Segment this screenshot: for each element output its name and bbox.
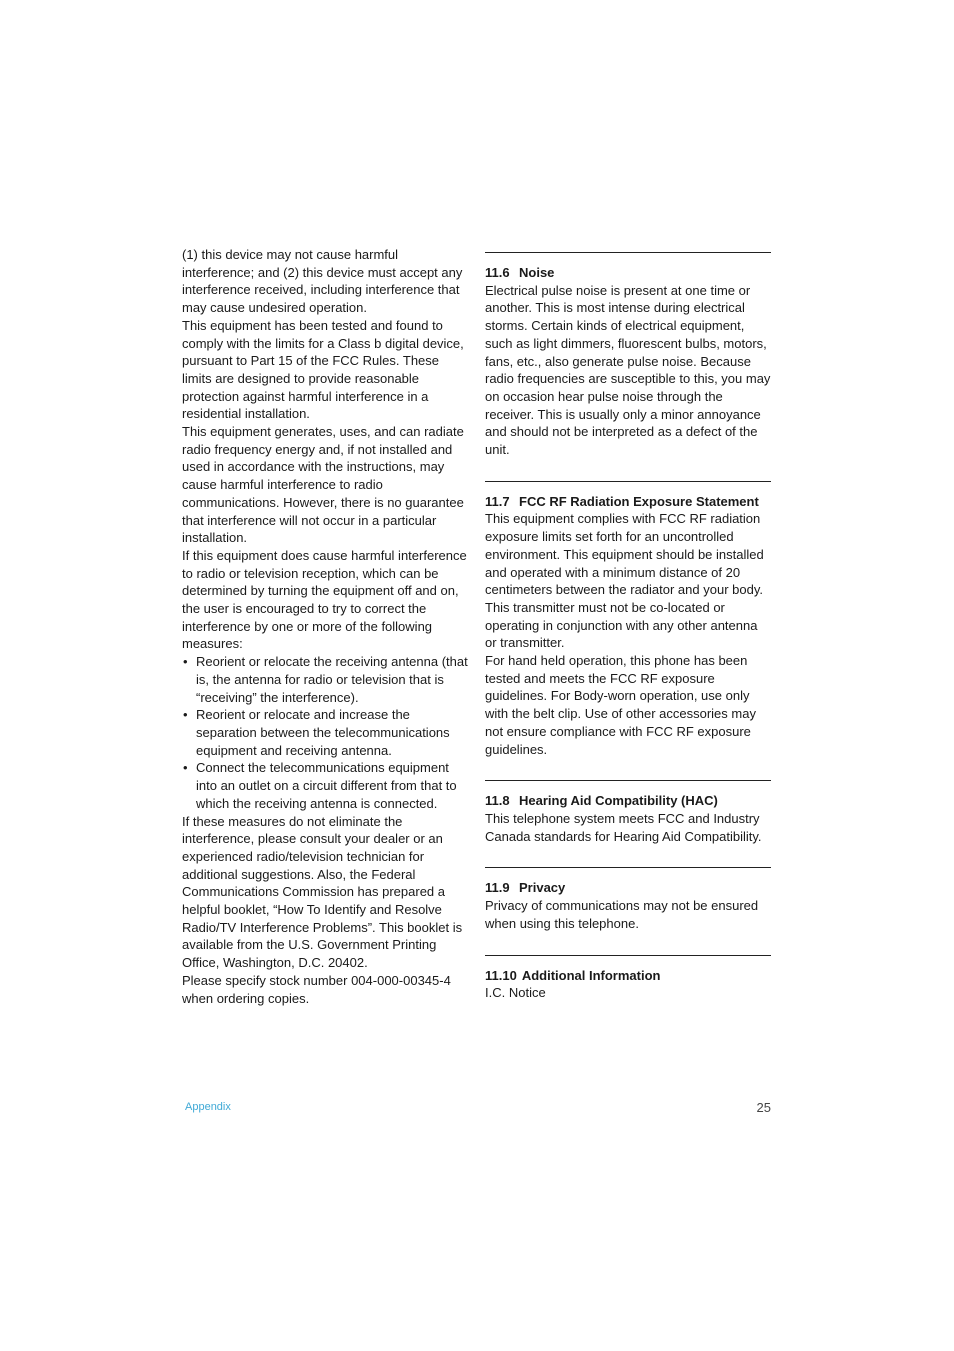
list-item: • Reorient or relocate the receiving antenna (that is, the antenna for radio or television that is “receiving” the interference). <box>182 653 468 706</box>
section-body: I.C. Notice <box>485 985 546 1001</box>
section-number: 11.9 <box>485 880 510 896</box>
section-noise <box>485 252 771 459</box>
section-title: Hearing Aid Compatibility (HAC) <box>519 793 718 809</box>
section-number: 11.6 <box>485 265 510 280</box>
section-heading <box>485 879 771 897</box>
list-item: • Connect the telecommunications equipment into an outlet on a circuit different from that to which the receiving antenna is connected. <box>182 759 468 812</box>
list-item: • Reorient or relocate and increase the separation between the telecommunications equipment and receiving antenna. <box>182 706 468 759</box>
section-hearing-aid <box>485 780 771 845</box>
paragraph: This equipment generates, uses, and can radiate radio frequency energy and, if not installed and used in accordance with the instructions, may cause harmful interference to radio communications. However, there is no guarantee that interference will not occur in a particular installation. <box>182 424 464 546</box>
page-number: 25 <box>756 1100 771 1115</box>
section-body: Privacy of communications may not be ensured when using this telephone. <box>485 898 759 931</box>
section-number: 11.8 <box>485 793 510 809</box>
section-body: This equipment complies with FCC RF radiation exposure limits set forth for an uncontrolled environment. This equipment should be installed and operated with a minimum distance of 20 centimeters between the radiator and your body. This transmitter must not be co-located or operating in conjunction with any other antenna or transmitter. <box>485 511 764 651</box>
section-number: 11.10 <box>485 967 517 983</box>
section-body: Electrical pulse noise is present at one time or another. This is most intense during electrical storms. Certain kinds of electrical equipment, such as light dimmers, fluorescent bulbs, motors, fans, etc., also generate pulse noise. Because radio frequencies are susceptible to this, you may on occasion hear pulse noise through the receiver. This is usually only a minor annoyance and should not be interpreted as a defect of the unit. <box>485 282 771 458</box>
right-column <box>485 252 771 1002</box>
paragraph: This equipment has been tested and found to comply with the limits for a Class b digital device, pursuant to Part 15 of the FCC Rules. These limits are designed to provide reasonable protection against harmful interference in a residential installation. <box>182 317 464 422</box>
paragraph: (1) this device may not cause harmful interference; and (2) this device must accept any interference received, including interference that may cause undesired operation. <box>182 247 463 316</box>
section-fcc-rf-radiation <box>485 481 771 759</box>
section-title: Additional Information <box>521 967 661 983</box>
section-heading <box>485 967 771 985</box>
section-number: 11.7 <box>485 493 510 509</box>
section-heading <box>485 493 771 511</box>
paragraph: Please specify stock number 004-000-00345-4 when ordering copies. <box>182 972 451 1006</box>
footer-section-label: Appendix <box>185 1101 231 1113</box>
paragraph: If these measures do not eliminate the interference, please consult your dealer or an experienced radio/television technician for additional suggestions. Also, the Federal Communications Commission has prepared a helpful booklet, “How To Identify and Resolve Radio/TV Interference Problems”. This booklet is available from the U.S. Government Printing Office, Washington, D.C. 20402. <box>182 813 463 971</box>
section-title: Noise <box>519 265 555 280</box>
paragraph: If this equipment does cause harmful interference to radio or television reception, which can be determined by turning the equipment off and on, the user is encouraged to try to correct the interference by one or more of the following measures: <box>182 547 467 652</box>
section-privacy <box>485 867 771 932</box>
section-heading <box>485 792 771 810</box>
left-column <box>182 246 468 1007</box>
section-title: FCC RF Radiation Exposure Statement <box>519 493 759 509</box>
section-heading <box>485 264 771 282</box>
section-body: For hand held operation, this phone has been tested and meets the FCC RF exposure guidelines. For Body-worn operation, use only with the belt clip. Use of other accessories may not ensure compliance with FCC RF exposure guidelines. <box>485 653 756 757</box>
measures-list <box>182 653 468 812</box>
section-additional-info <box>485 955 771 1002</box>
section-title: Privacy <box>519 880 566 896</box>
section-body: This telephone system meets FCC and Industry Canada standards for Hearing Aid Compatibility. <box>485 810 762 844</box>
